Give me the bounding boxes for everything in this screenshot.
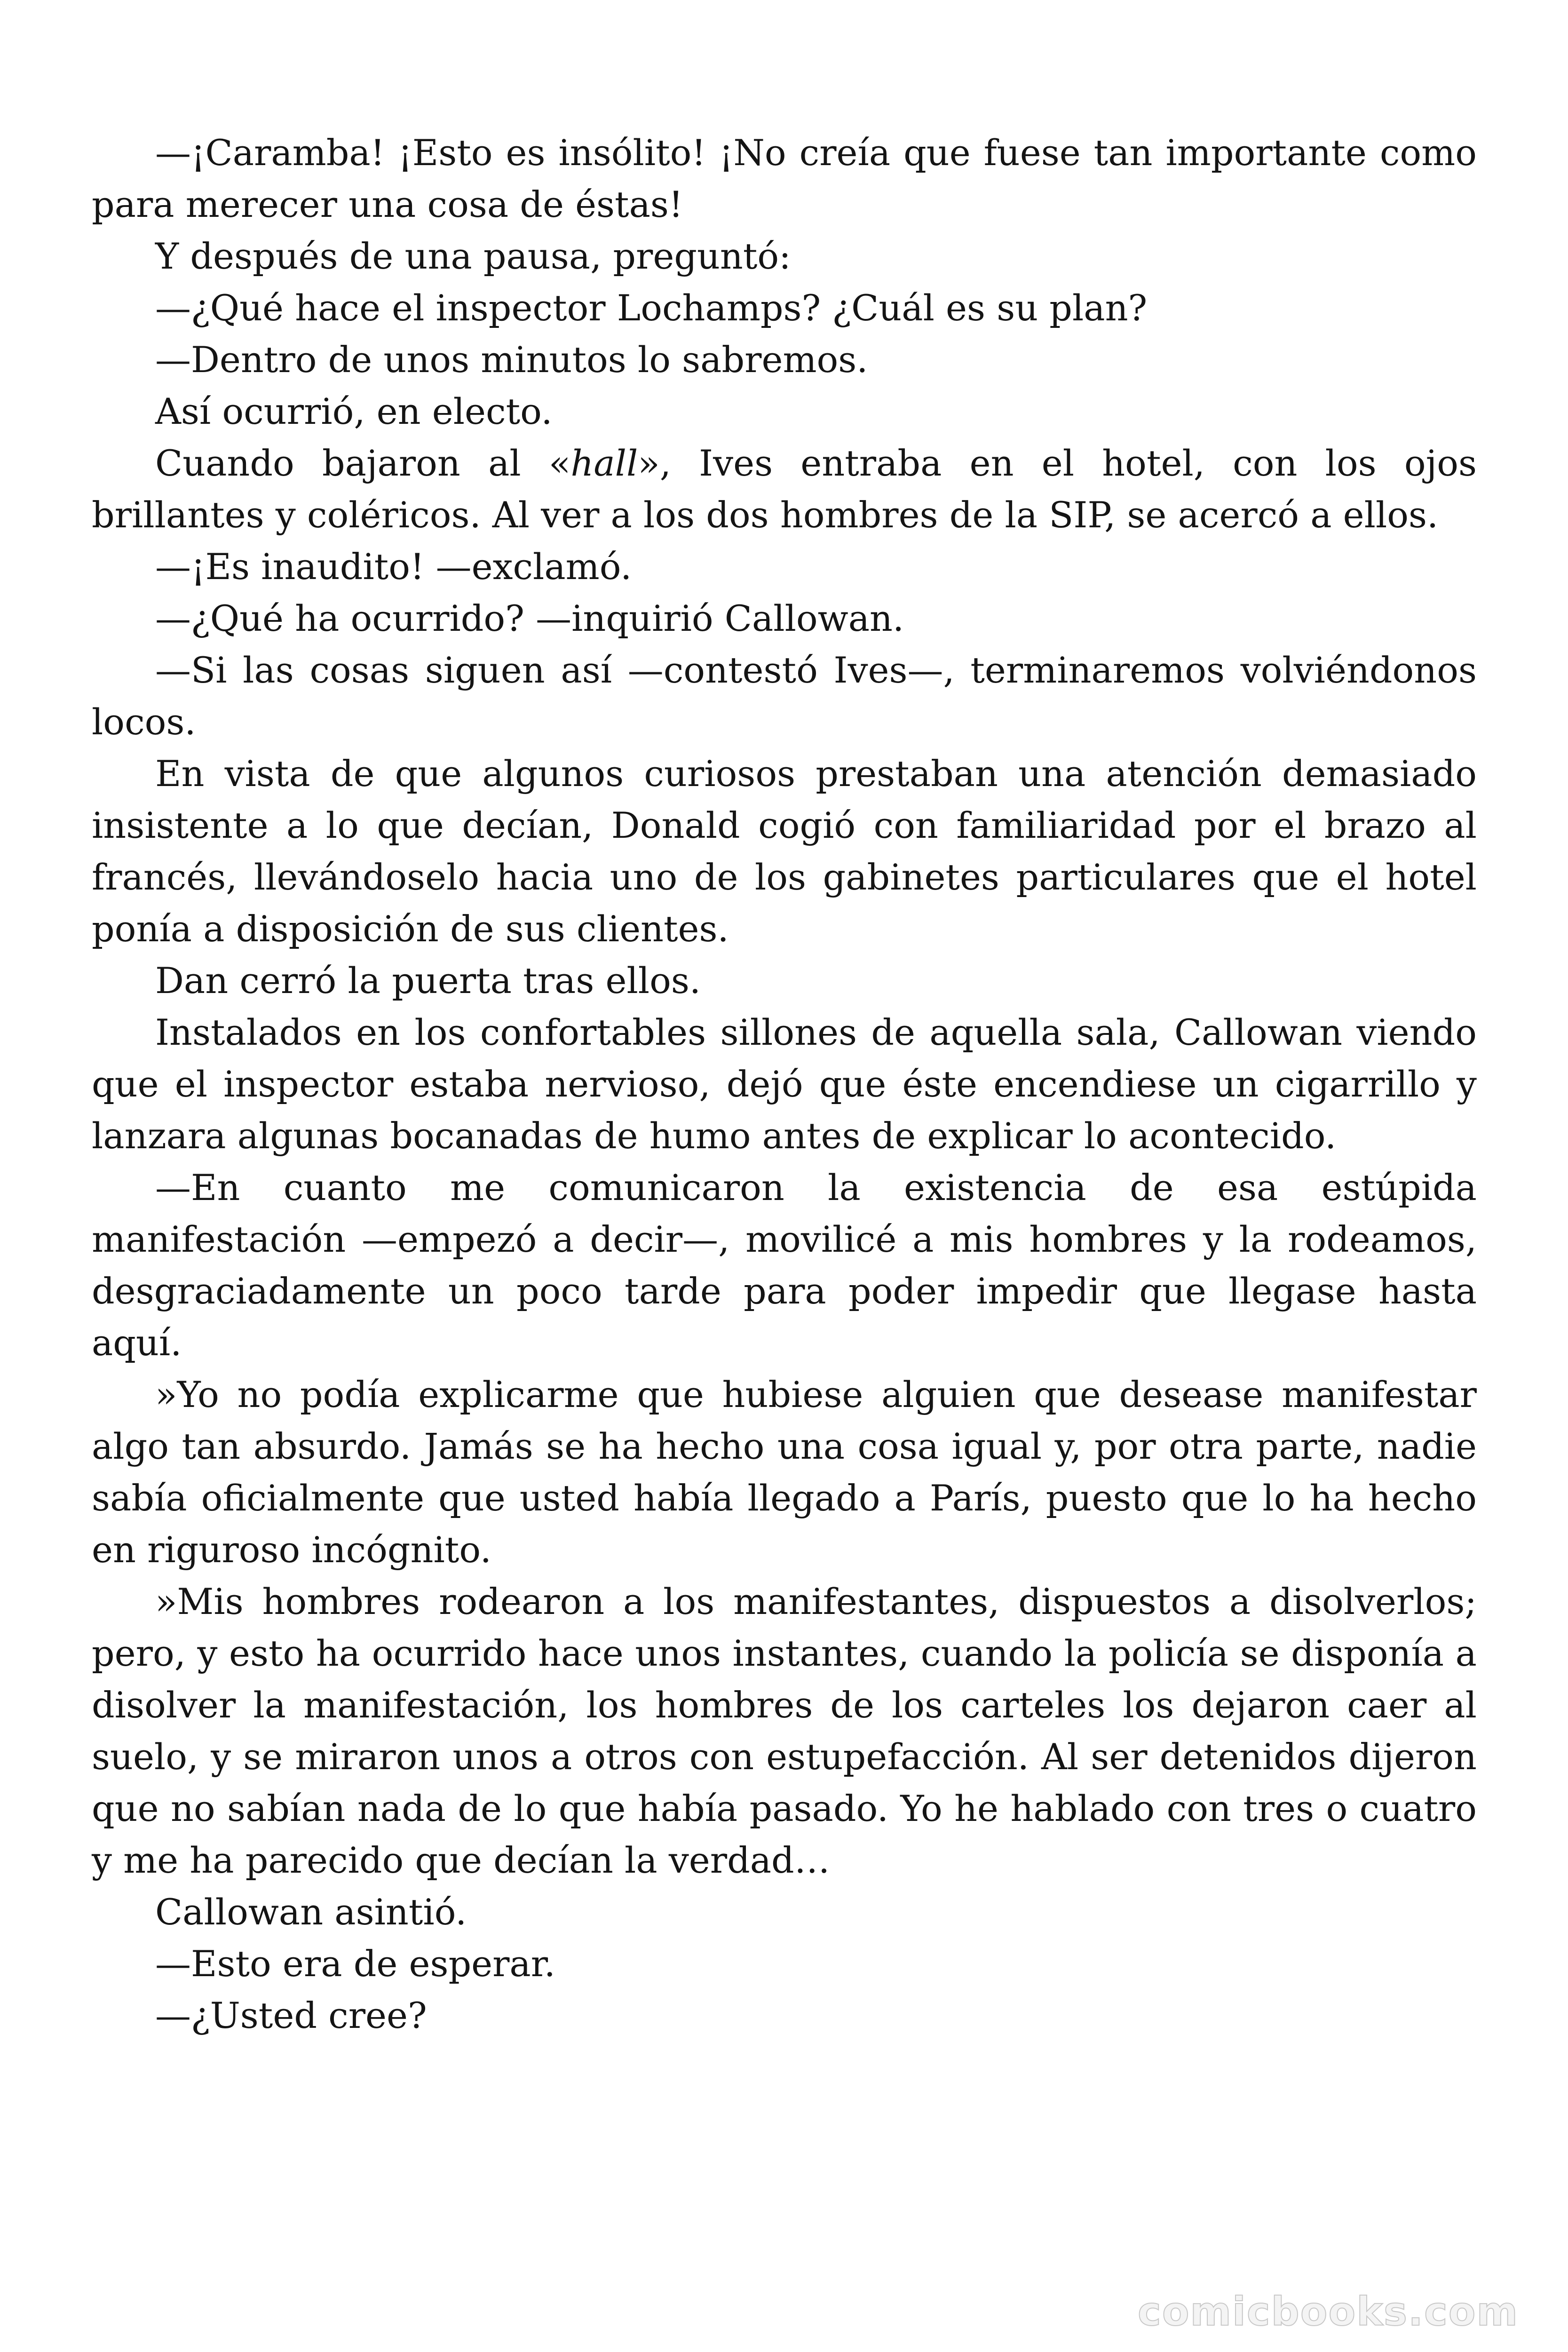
watermark: comicbooks.com (1138, 2288, 1519, 2335)
paragraph: »Yo no podía explicarme que hubiese alguien que desease manifestar algo tan absurdo. Jamás se ha hecho una cosa igual y, por otra parte, nadie sabía oficialmente que usted había llegado a París, puesto que lo ha hecho en riguroso incógnito. (92, 1374, 1477, 1571)
paragraph: —¿Qué hace el inspector Lochamps? ¿Cuál es su plan? (155, 287, 1148, 329)
paragraph: En vista de que algunos curiosos prestaban una atención demasiado insistente a lo que decían, Donald cogió con familiaridad por el brazo al francés, llevándoselo hacia uno de los gabinetes particulares que el hotel ponía a disposición de sus clientes. (92, 753, 1477, 950)
body-text (92, 127, 1477, 2042)
paragraph: —¿Qué ha ocurrido? —inquirió Callowan. (155, 597, 904, 639)
paragraph: Dan cerró la puerta tras ellos. (155, 960, 701, 1001)
italic-word: hall (570, 442, 638, 484)
paragraph-text: Cuando bajaron al « (155, 442, 571, 484)
paragraph: —¡Es inaudito! —exclamó. (155, 546, 632, 588)
paragraph: —Esto era de esperar. (155, 1943, 555, 1985)
paragraph: —En cuanto me comunicaron la existencia de esa estúpida manifestación —empezó a decir—, movilicé a mis hombres y la rodeamos, desgraciadamente un poco tarde para poder impedir que llegase hasta aquí. (92, 1167, 1477, 1364)
paragraph: »Mis hombres rodearon a los manifestantes, dispuestos a disolverlos; pero, y esto ha ocurrido hace unos instantes, cuando la policía se disponía a disolver la manifestación, los hombres de los carteles los dejaron caer al suelo, y se miraron unos a otros con estupefacción. Al ser detenidos dijeron que no sabían nada de lo que había pasado. Yo he hablado con tres o cuatro y me ha parecido que decían la verdad… (92, 1581, 1477, 1881)
paragraph: —Dentro de unos minutos lo sabremos. (155, 339, 868, 381)
paragraph (92, 437, 1477, 541)
paragraph: Instalados en los confortables sillones de aquella sala, Callowan viendo que el inspector estaba nervioso, dejó que éste encendiese un cigarrillo y lanzara algunas bocanadas de humo antes de explicar lo acontecido. (92, 1011, 1477, 1157)
paragraph-text: », Ives entraba en el hotel, con los ojos brillantes y coléricos. Al ver a los dos hombres de la SIP, se acercó a ellos. (92, 442, 1477, 536)
paragraph: Callowan asintió. (155, 1891, 467, 1933)
paragraph: —Si las cosas siguen así —contestó Ives—, terminaremos volviéndonos locos. (92, 649, 1477, 743)
paragraph: Así ocurrió, en electo. (155, 390, 553, 432)
paragraph: —¡Caramba! ¡Esto es insólito! ¡No creía que fuese tan importante como para merecer una cosa de éstas! (92, 132, 1477, 225)
paragraph: —¿Usted cree? (155, 1994, 427, 2036)
paragraph: Y después de una pausa, preguntó: (155, 235, 791, 277)
